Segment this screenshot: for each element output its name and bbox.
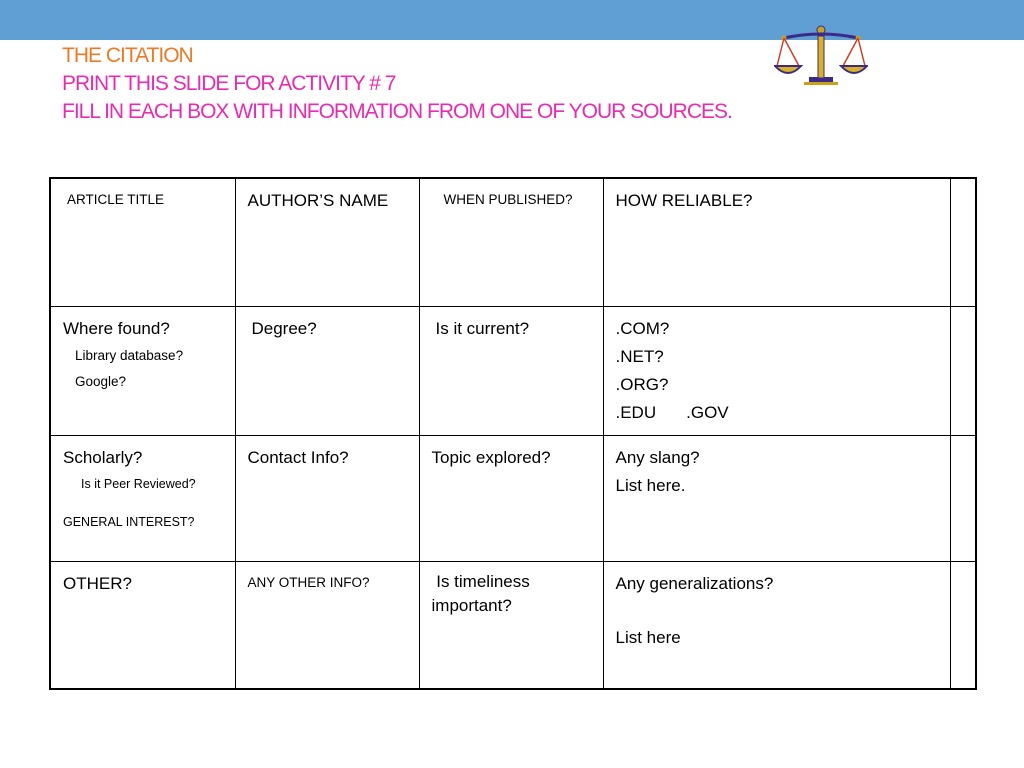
cell-label: List here xyxy=(615,627,681,647)
title-line-instructions: FILL IN EACH BOX WITH INFORMATION FROM ONE OF YOUR SOURCES. xyxy=(62,100,732,123)
table-row xyxy=(50,435,976,561)
cell-label: WHEN PUBLISHED? xyxy=(443,192,573,207)
timeliness-label: Is timeliness xyxy=(436,571,530,591)
cell-label: ARTICLE TITLE xyxy=(67,192,165,207)
cell-label: Topic explored? xyxy=(431,447,551,467)
cell-sublabel: Library database? xyxy=(75,347,184,363)
cell-empty xyxy=(950,561,976,689)
cell-label: .ORG? xyxy=(615,374,669,394)
cell-empty xyxy=(950,435,976,561)
cell-domain-types xyxy=(603,306,950,435)
cell-label xyxy=(616,399,940,427)
cell-label xyxy=(432,570,593,594)
cell-label: List here. xyxy=(615,475,686,495)
gov-label: .GOV xyxy=(686,402,729,422)
edu-label: .EDU xyxy=(615,402,657,422)
cell-other xyxy=(50,561,235,689)
cell-label: AUTHOR’S NAME xyxy=(247,191,389,210)
cell-contact-info xyxy=(235,435,419,561)
citation-table xyxy=(49,177,977,690)
cell-label: Any generalizations? xyxy=(615,573,774,593)
cell-label: ANY OTHER INFO? xyxy=(247,574,370,590)
cell-label: Any slang? xyxy=(615,447,700,467)
cell-label: Degree? xyxy=(251,318,317,338)
cell-label: .COM? xyxy=(615,318,670,338)
cell-label: important? xyxy=(431,595,512,615)
cell-article-title xyxy=(50,178,235,306)
table-row xyxy=(50,306,976,435)
table-row xyxy=(50,561,976,689)
slide-title xyxy=(62,42,732,126)
cell-empty xyxy=(950,178,976,306)
cell-sublabel: Google? xyxy=(75,373,127,389)
scales-of-justice-icon xyxy=(774,22,868,86)
table-row xyxy=(50,178,976,306)
cell-where-found xyxy=(50,306,235,435)
cell-label: Scholarly? xyxy=(63,447,143,467)
cell-empty xyxy=(950,306,976,435)
cell-is-current xyxy=(419,306,603,435)
cell-label: Where found? xyxy=(63,318,170,338)
cell-scholarly xyxy=(50,435,235,561)
cell-any-other-info xyxy=(235,561,419,689)
cell-slang xyxy=(603,435,950,561)
cell-generalizations xyxy=(603,561,950,689)
cell-label: .NET? xyxy=(615,346,664,366)
cell-degree xyxy=(235,306,419,435)
cell-label: OTHER? xyxy=(63,573,132,593)
cell-when-published xyxy=(419,178,603,306)
cell-label: HOW RELIABLE? xyxy=(615,191,753,210)
title-line-citation: THE CITATION xyxy=(62,44,193,67)
top-accent-bar xyxy=(0,0,1024,40)
cell-sublabel: GENERAL INTEREST? xyxy=(63,514,195,529)
cell-topic-explored xyxy=(419,435,603,561)
cell-label: Contact Info? xyxy=(247,447,349,467)
title-line-print: PRINT THIS SLIDE FOR ACTIVITY # 7 xyxy=(62,72,396,95)
cell-sublabel: Is it Peer Reviewed? xyxy=(81,476,196,491)
cell-how-reliable xyxy=(603,178,950,306)
cell-authors-name xyxy=(235,178,419,306)
cell-timeliness xyxy=(419,561,603,689)
cell-label: Is it current? xyxy=(435,318,530,338)
